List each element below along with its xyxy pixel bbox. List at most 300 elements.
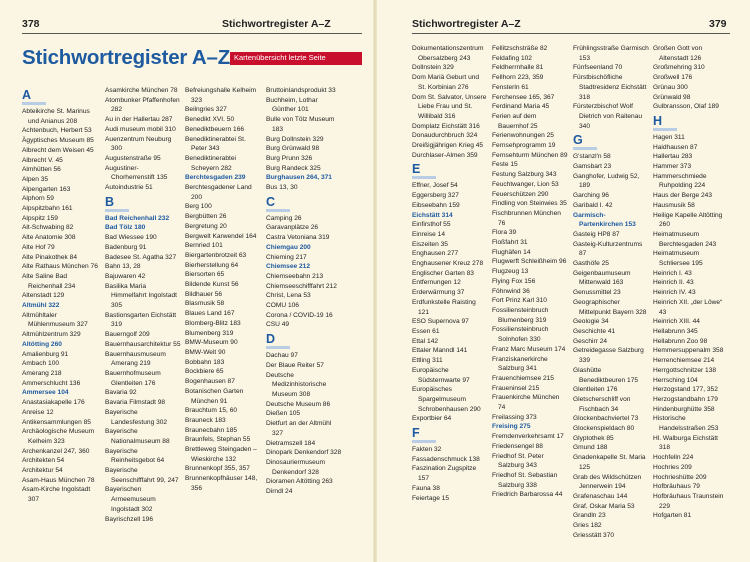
index-entry: Hausmusik 58 xyxy=(653,201,695,209)
index-entry: Ferien auf dem Bauernhof 25 xyxy=(492,112,538,130)
index-entry: Glockenspieldach 80 xyxy=(573,425,635,433)
section-letter-bar xyxy=(266,346,290,349)
section-letter-bar xyxy=(412,440,436,443)
index-entry: Bierherstellung 64 xyxy=(185,261,239,269)
index-entry: Dietfurt an der Altmühl 327 xyxy=(266,420,332,437)
index-entry: Bastionsgarten Eichstätt 319 xyxy=(105,311,177,329)
index-entry: Domplatz Eichstätt 316 xyxy=(412,122,480,130)
index-entry: Bahn 13, 28 xyxy=(105,263,141,271)
index-entry: Friedhof St. Peter Salzburg 343 xyxy=(492,452,544,470)
index-entry: Ambach 100 xyxy=(22,360,60,368)
index-entry: Bauernhausarchitektur 55 xyxy=(105,340,181,348)
index-entry: Benediktinerabtei Scheyern 282 xyxy=(185,154,236,172)
index-entry: Architektur 54 xyxy=(22,467,63,475)
index-entry: Hammer 373 xyxy=(653,163,692,171)
page-title: Stichwortregister A–Z xyxy=(22,46,231,69)
running-head-left: Stichwortregister A–Z xyxy=(222,18,331,30)
index-entry: Bauernhausmuseum Amerang 219 xyxy=(105,350,166,368)
index-entry: Friedrich Barbarossa 44 xyxy=(492,491,563,499)
index-entry: ESO Supernova 97 xyxy=(412,318,469,326)
index-entry: Bayerische Seenschifffahrt 99, 247 xyxy=(105,467,179,484)
index-entry: Camping 26 xyxy=(266,214,302,222)
index-entry: Antikensammlungen 85 xyxy=(22,418,91,426)
section-letter-bar xyxy=(266,209,290,212)
index-entry: Ferienwohnungen 25 xyxy=(492,132,554,140)
index-entry: Fossiliensteinbruch Blumenberg 319 xyxy=(492,306,549,324)
index-entry: Grab des Wildschützen Jennerwein 194 xyxy=(573,473,642,491)
index-entry: Archäologische Museum Kelheim 323 xyxy=(22,428,95,445)
index-entry: Amalienburg 91 xyxy=(22,350,69,358)
index-entry: Biergartenbrotzeit 63 xyxy=(185,251,247,259)
index-entry: Bauerngolf 209 xyxy=(105,331,150,339)
index-entry: Hofbräuhaus 79 xyxy=(653,483,700,491)
index-entry: Bad Wiessee 190 xyxy=(105,234,157,242)
index-column xyxy=(573,44,649,540)
index-entry: Bogenhausen 87 xyxy=(185,378,235,386)
index-column xyxy=(185,86,261,494)
index-entry: Erderwärmung 37 xyxy=(412,289,465,297)
index-entry: Garmisch-Partenkirchen 153 xyxy=(573,211,636,229)
index-entry: Gnadenkapelle St. Maria 125 xyxy=(573,454,646,471)
index-entry: Bayerische Landesfestung 302 xyxy=(105,408,168,426)
index-entry: Fraueninsel 215 xyxy=(492,384,540,392)
index-column xyxy=(266,86,342,497)
index-entry: Hochries 209 xyxy=(653,463,692,471)
index-entry: Bernried 101 xyxy=(185,242,223,250)
index-column xyxy=(22,86,98,505)
index-entry: Durchlaser-Almen 359 xyxy=(412,151,478,159)
index-entry: Au in der Hallertau 287 xyxy=(105,116,173,124)
section-letter-bar xyxy=(653,128,677,131)
index-entry: Hochrieshütte 209 xyxy=(653,473,707,481)
index-entry: Bulle von Tölz Museum 183 xyxy=(266,116,335,133)
index-entry: Großen Gott von Altenstadt 126 xyxy=(653,45,703,62)
index-entry: Griesstätt 370 xyxy=(573,531,615,539)
index-entry: Blomberg-Blitz 183 xyxy=(185,319,241,327)
index-entry: Heinrich I. 43 xyxy=(653,269,692,277)
index-entry: Ammersee 104 xyxy=(22,389,69,397)
index-entry: Altötting 260 xyxy=(22,340,62,348)
index-entry: Fernsehprogramm 19 xyxy=(492,142,556,150)
index-entry: Hellabrunn 345 xyxy=(653,327,698,335)
index-entry: Burg Randeck 325 xyxy=(266,164,321,172)
index-entry: Bildhauer 56 xyxy=(185,290,223,298)
index-entry: Architekten 54 xyxy=(22,457,65,465)
index-entry: Bajuwaren 42 xyxy=(105,272,146,280)
index-entry: Hofbräuhaus Traunstein 229 xyxy=(653,492,724,510)
index-entry: Herzogstandbahn 179 xyxy=(653,395,718,403)
index-entry: Friedensengel 88 xyxy=(492,442,543,450)
index-entry: Alte Hof 79 xyxy=(22,243,55,251)
index-entry: Alte Pinakothek 84 xyxy=(22,253,77,261)
index-entry: Enghausener Kreuz 278 xyxy=(412,260,484,268)
index-entry: Dom Mariä Geburt und St. Korbinian 276 xyxy=(412,74,480,91)
index-entry: Historische Handelsstraßen 253 xyxy=(653,415,719,433)
index-entry: Bayrischzell 196 xyxy=(105,515,154,523)
index-entry: Audi museum mobil 310 xyxy=(105,125,176,133)
index-entry: Bildende Kunst 56 xyxy=(185,281,239,289)
index-entry: Frauenchiemsee 215 xyxy=(492,374,554,382)
index-entry: Glyptothek 85 xyxy=(573,434,614,442)
index-entry: Der Blaue Reiter 57 xyxy=(266,361,324,369)
index-entry: Berchtesgaden 239 xyxy=(185,174,246,182)
index-entry: Garching 96 xyxy=(573,192,609,200)
index-entry: Altenstadt 129 xyxy=(22,292,65,300)
index-entry: Altmühltaler Mühlenmuseum 327 xyxy=(22,311,88,329)
index-entry: Gmund 188 xyxy=(573,444,608,452)
index-entry: Benedikt XVI. 50 xyxy=(185,116,235,124)
index-entry: Garibald I. 42 xyxy=(573,201,613,209)
index-entry: Graf, Oskar Maria 53 xyxy=(573,502,635,510)
index-entry: Eibseebahn 159 xyxy=(412,201,460,209)
index-entry: Chieming 217 xyxy=(266,253,307,261)
index-entry: Geigenbaumuseum Mittenwald 163 xyxy=(573,269,631,287)
index-entry: Hagen 311 xyxy=(653,133,685,141)
index-entry: Altmühl 322 xyxy=(22,302,60,310)
index-entry: Altmühlzentrum 329 xyxy=(22,331,81,339)
index-entry: Dinosauriermuseum Denkendorf 328 xyxy=(266,458,325,476)
index-entry: Ettling 311 xyxy=(412,357,443,365)
index-entry: Bockbiere 65 xyxy=(185,368,224,376)
index-entry: Flughäfen 14 xyxy=(492,248,531,256)
index-entry: CSU 49 xyxy=(266,321,290,329)
index-entry: Anastasiakapelle 176 xyxy=(22,399,85,407)
index-entry: Großwell 176 xyxy=(653,74,693,82)
index-entry: Dachau 97 xyxy=(266,352,298,360)
index-entry: Alpen 35 xyxy=(22,175,49,183)
index-entry: Ferdinand Maria 45 xyxy=(492,103,550,111)
index-entry: Floßfahrt 31 xyxy=(492,239,528,247)
index-entry: Findling von Steinwies 35 xyxy=(492,200,567,208)
index-entry: Einfirsthof 55 xyxy=(412,221,451,229)
index-entry: Blasmusik 58 xyxy=(185,300,225,308)
index-entry: Brunnenkopfhäuser 148, 356 xyxy=(185,475,258,492)
index-entry: Hindenburghütte 358 xyxy=(653,405,715,413)
section-letter: H xyxy=(653,113,663,128)
index-entry: Ammerschlucht 136 xyxy=(22,379,81,387)
index-entry: G'stanzl'n 58 xyxy=(573,153,611,161)
index-entry: Heilige Kapelle Altötting 260 xyxy=(653,211,723,229)
index-entry: Geschichte 41 xyxy=(573,327,616,335)
index-entry: Albrecht V. 45 xyxy=(22,156,63,164)
index-entry: Chiemseeschifffahrt 212 xyxy=(266,282,337,290)
index-entry: Ettaler Manndl 141 xyxy=(412,347,468,355)
index-entry: Deutsche Medizinhistorische Museum 308 xyxy=(266,371,327,398)
index-entry: Gries 182 xyxy=(573,522,602,530)
index-entry: Alpengarten 163 xyxy=(22,185,71,193)
index-entry: Gletscherschliff von Fischbach 34 xyxy=(573,395,631,413)
index-entry: Bayerischen Armeemuseum Ingolstadt 302 xyxy=(105,486,156,513)
index-entry: Heinrich IV. 43 xyxy=(653,289,696,297)
index-entry: Brunnenkopf 355, 357 xyxy=(185,465,250,473)
index-entry: Albrecht dem Weisen 45 xyxy=(22,146,94,154)
index-entry: Feiertage 15 xyxy=(412,494,450,502)
index-entry: Heinrich XIII. 44 xyxy=(653,318,700,326)
index-entry: Ettal 142 xyxy=(412,337,439,345)
section-letter: G xyxy=(573,133,583,148)
index-entry: Buchheim, Lothar Günther 101 xyxy=(266,96,318,114)
section-letter: A xyxy=(22,88,32,102)
index-entry: Grandln 23 xyxy=(573,512,606,520)
index-entry: Braunecbahn 185 xyxy=(185,426,238,434)
index-entry: Hofgarten 81 xyxy=(653,512,692,520)
index-entry: Anreise 12 xyxy=(22,408,54,416)
index-entry: Eichstätt 314 xyxy=(412,211,453,219)
index-entry: Donaudurchbruch 324 xyxy=(412,132,478,140)
index-entry: Heimatmuseum Schliersee 195 xyxy=(653,250,703,268)
index-entry: Atombunker Pfaffenhofen 282 xyxy=(105,96,180,114)
index-entry: Freilassing 373 xyxy=(492,413,537,421)
index-entry: Eggersberg 327 xyxy=(412,192,459,200)
index-entry: Bayerische Nationalmuseum 88 xyxy=(105,428,170,445)
index-entry: Glashütte Benediktbeuren 175 xyxy=(573,366,639,384)
index-entry: Autoindustrie 51 xyxy=(105,184,153,192)
index-entry: Hemmersuppenalm 358 xyxy=(653,347,724,355)
index-entry: Alte Saline Bad Reichenhall 234 xyxy=(22,272,76,290)
index-entry: Föhnwind 36 xyxy=(492,287,530,295)
index-entry: Augustenstraße 95 xyxy=(105,154,161,162)
index-entry: Fischbrunnen München 76 xyxy=(492,209,561,227)
index-entry: Ägyptisches Museum 85 xyxy=(22,137,94,145)
index-entry: Flying Fox 156 xyxy=(492,277,536,285)
index-entry: Geographischer Mittelpunkt Bayern 328 xyxy=(573,298,647,316)
index-entry: Bruttoinlandsprodukt 33 xyxy=(266,87,336,94)
index-entry: Frühlingsstraße Garmisch 153 xyxy=(573,45,649,62)
index-entry: Burg Dollnstein 329 xyxy=(266,135,324,143)
index-entry: Fellitzschsträße 82 xyxy=(492,45,548,52)
index-entry: Alte Anatomie 308 xyxy=(22,234,76,242)
index-entry: Christ, Lena 53 xyxy=(266,292,311,300)
index-entry: Corona / COVID-19 16 xyxy=(266,311,333,319)
index-entry: Dinopark Denkendorf 328 xyxy=(266,449,342,457)
index-entry: Basilika Maria Himmelfahrt Ingolstadt 305 xyxy=(105,282,177,310)
index-entry: Dreißigjährigen Krieg 45 xyxy=(412,142,484,150)
index-entry: Ganghofer, Ludwig 52, 189 xyxy=(573,172,640,190)
index-entry: Feldherrnhalle 81 xyxy=(492,64,544,72)
index-column xyxy=(492,44,568,500)
index-entry: Franz Marc Museum 174 xyxy=(492,345,566,353)
section-letter: E xyxy=(412,162,421,177)
index-entry: Großmehring 310 xyxy=(653,64,705,72)
index-entry: Franziskanerkirche Salzburg 341 xyxy=(492,355,548,373)
index-entry: Ferchensee 165, 367 xyxy=(492,93,555,101)
index-entry: Haus der Berge 243 xyxy=(653,192,713,200)
index-entry: Glentleiten 176 xyxy=(573,386,618,394)
index-entry: Fassadenschmuck 138 xyxy=(412,455,480,463)
section-letter-bar xyxy=(573,147,597,150)
index-entry: Eiszeiten 35 xyxy=(412,240,448,248)
index-entry: Deutsche Museum 86 xyxy=(266,400,331,408)
index-entry: Blaues Land 167 xyxy=(185,310,235,318)
index-entry: Chiemseebahn 213 xyxy=(266,272,324,280)
index-entry: Beilngries 327 xyxy=(185,106,227,114)
index-entry: Flora 39 xyxy=(492,229,517,237)
index-entry: Frauenkirche München 74 xyxy=(492,394,560,412)
index-entry: Geologie 34 xyxy=(573,318,609,326)
header-rule-left xyxy=(22,33,362,34)
index-entry: Hl. Walburga Eichstätt 318 xyxy=(653,434,718,452)
index-entry: Hochfelln 224 xyxy=(653,454,694,462)
index-entry: Friedhof St. Sebastian Salzburg 338 xyxy=(492,471,558,489)
page-number-right: 379 xyxy=(709,18,727,30)
index-entry: Grünau 300 xyxy=(653,83,688,91)
index-entry: Bad Tölz 180 xyxy=(105,224,146,232)
index-entry: Getreidegasse Salzburg 339 xyxy=(573,347,644,365)
section-letter: F xyxy=(412,426,420,441)
index-entry: Gamsbart 23 xyxy=(573,163,612,171)
index-entry: Auenzentrum Neuburg 300 xyxy=(105,135,172,153)
index-entry: Exportbier 64 xyxy=(412,415,452,423)
index-entry: Chiemgau 200 xyxy=(266,243,311,251)
index-entry: Fremdenverkehrsamt 17 xyxy=(492,433,564,441)
index-entry: Heimatmuseum Berchtesgaden 243 xyxy=(653,230,717,248)
index-entry: Fort Prinz Karl 310 xyxy=(492,297,547,305)
index-entry: Feldafing 102 xyxy=(492,54,532,62)
index-entry: Gulbransson, Olaf 189 xyxy=(653,103,719,111)
index-entry: Fellhorn 223, 359 xyxy=(492,74,544,82)
index-entry: Chiemsee 212 xyxy=(266,263,310,271)
index-entry: COMU 106 xyxy=(266,302,299,310)
index-entry: Fürsterzbischof Wolf Dietrich von Raitenau 340 xyxy=(573,103,643,130)
section-letter: C xyxy=(266,194,276,209)
index-entry: Herzogstand 177, 352 xyxy=(653,386,718,394)
index-entry: Achtenbuch, Herbert 53 xyxy=(22,127,92,135)
index-entry: Burg Prunn 326 xyxy=(266,154,313,162)
index-entry: Alt-Schwabing 82 xyxy=(22,224,74,232)
running-head-right: Stichwortregister A–Z xyxy=(412,18,521,30)
index-entry: Herrenchiemsee 214 xyxy=(653,357,715,365)
index-entry: Befreiungshalle Kelheim 323 xyxy=(185,87,257,104)
index-entry: Braunfels, Stephan 55 xyxy=(185,436,251,444)
index-entry: Geschirr 24 xyxy=(573,337,608,345)
index-entry: Alpspitz 159 xyxy=(22,214,58,222)
index-entry: Herrsching 104 xyxy=(653,376,698,384)
index-entry: Glockenbachviertel 73 xyxy=(573,415,639,423)
index-entry: Fünfseenland 70 xyxy=(573,64,623,72)
index-entry: Brauneck 183 xyxy=(185,416,226,424)
section-letter-bar xyxy=(105,209,129,212)
index-entry: Burghausen 264, 371 xyxy=(266,174,332,182)
index-entry: BMW-Welt 90 xyxy=(185,348,226,356)
index-entry: Bergwelt Karwendel 164 xyxy=(185,232,257,240)
index-entry: Gasteig-Kulturzentrums 87 xyxy=(573,240,643,258)
index-entry: Asam-Kirche Ingolstadt 307 xyxy=(22,486,91,504)
index-entry: Feuchtwanger, Lion 53 xyxy=(492,180,559,188)
index-entry: Bergretung 20 xyxy=(185,222,227,230)
index-entry: Effner, Josef 54 xyxy=(412,182,458,190)
section-letter: B xyxy=(105,194,115,209)
index-entry: Alpspitzbahn 161 xyxy=(22,205,73,213)
index-entry: Dollnstein 329 xyxy=(412,64,454,72)
index-entry: Bayerische Reinheitsgebot 64 xyxy=(105,447,165,465)
index-entry: Castra Vetoniana 319 xyxy=(266,234,330,242)
index-entry: Asam-Haus München 78 xyxy=(22,476,95,484)
index-entry: Amerang 218 xyxy=(22,369,62,377)
index-entry: Fossiliensteinbruch Solnhofen 330 xyxy=(492,326,549,344)
index-entry: Brauchtum 15, 60 xyxy=(185,407,238,415)
index-entry: Almhütten 56 xyxy=(22,166,61,174)
index-entry: Dießen 105 xyxy=(266,410,301,418)
index-entry: Englischer Garten 83 xyxy=(412,269,474,277)
index-entry: Gasteig HP8 87 xyxy=(573,230,620,238)
index-entry: Feuerschützen 290 xyxy=(492,190,549,198)
index-entry: Dietramszell 184 xyxy=(266,439,316,447)
index-entry: Bavaria Filmstadt 98 xyxy=(105,399,166,407)
index-entry: Grafenaschau 144 xyxy=(573,492,628,500)
index-entry: Genussmittel 23 xyxy=(573,289,621,297)
section-letter: D xyxy=(266,332,276,347)
index-entry: Bad Reichenhall 232 xyxy=(105,214,170,222)
index-entry: Botanischen Garten München 91 xyxy=(185,387,244,405)
index-entry: Fensterln 61 xyxy=(492,83,529,91)
index-entry: Einreise 14 xyxy=(412,230,445,238)
index-entry: Fürstbischöfliche Stadtresidenz Eichstätt 318 xyxy=(573,74,647,101)
index-entry: Festung Salzburg 343 xyxy=(492,171,557,179)
index-entry: Haidhausen 87 xyxy=(653,143,698,151)
right-page xyxy=(375,0,750,562)
index-entry: Enghausen 277 xyxy=(412,250,459,258)
index-entry: Bavaria 92 xyxy=(105,389,137,397)
index-entry: Alte Rathaus München 76 xyxy=(22,263,98,271)
index-column xyxy=(653,44,729,521)
index-entry: Benediktbeuern 166 xyxy=(185,125,245,133)
index-entry: Bauernhofmuseum Glentleiten 176 xyxy=(105,369,161,387)
index-entry: Hammerschmiede Ruhpolding 224 xyxy=(653,172,707,190)
index-entry: Dirndl 24 xyxy=(266,488,293,496)
index-entry: Badesee St. Agatha 327 xyxy=(105,253,177,261)
index-entry: Grünwald 98 xyxy=(653,93,691,101)
index-entry: Heinrich II. 43 xyxy=(653,279,694,287)
index-entry: Fernsehturm München 89 xyxy=(492,151,568,159)
index-entry: Hellabrunn Zoo 98 xyxy=(653,337,708,345)
index-entry: Flugwerft Schleißheim 96 xyxy=(492,258,567,266)
index-entry: Fakten 32 xyxy=(412,446,442,454)
index-entry: Dioramen Altötting 263 xyxy=(266,478,333,486)
index-entry: Faszination Zugspitze 157 xyxy=(412,465,477,483)
map-note-rule xyxy=(230,64,362,65)
index-entry: Herrgottschnitzer 138 xyxy=(653,366,717,374)
index-entry: Berchtesgadener Land 200 xyxy=(185,184,252,201)
index-entry: Bus 13, 30 xyxy=(266,184,298,192)
header-rule-right xyxy=(412,33,730,34)
index-entry: Berg 100 xyxy=(185,203,212,211)
index-entry: Asamkirche München 78 xyxy=(105,87,178,94)
index-column xyxy=(105,86,181,524)
page-number-left: 378 xyxy=(22,18,40,30)
index-entry: Essen 61 xyxy=(412,327,440,335)
index-entry: Burg Grünwald 98 xyxy=(266,145,320,153)
index-entry: Bergbütten 26 xyxy=(185,213,227,221)
index-entry: Abteikirche St. Marinus und Anianus 208 xyxy=(22,108,90,125)
index-entry: Gasthöfe 25 xyxy=(573,260,609,268)
section-letter-bar xyxy=(22,102,46,105)
map-note-badge[interactable]: Kartenübersicht letzte Seite xyxy=(230,52,362,64)
index-entry: Fauna 38 xyxy=(412,484,440,492)
index-entry: Biersorten 65 xyxy=(185,271,225,279)
index-entry: Erdfunkstelle Raisting 121 xyxy=(412,298,476,316)
index-entry: Entfernungen 12 xyxy=(412,279,461,287)
index-entry: Benediktinerabtei St. Peter 343 xyxy=(185,135,246,153)
index-entry: Europäische Südsternwarte 97 xyxy=(412,366,470,384)
index-entry: Freising 275 xyxy=(492,423,531,431)
index-entry: Alphorn 59 xyxy=(22,195,54,203)
index-entry: Dokumentationszentrum Obersalzberg 243 xyxy=(412,45,484,62)
index-entry: Hallertau 283 xyxy=(653,153,693,161)
index-entry: Bobbahn 183 xyxy=(185,358,225,366)
index-entry: Augustiner-Chorherrenstift 135 xyxy=(105,164,168,182)
index-entry: BMW-Museum 90 xyxy=(185,339,238,347)
index-entry: Blumenberg 319 xyxy=(185,329,234,337)
